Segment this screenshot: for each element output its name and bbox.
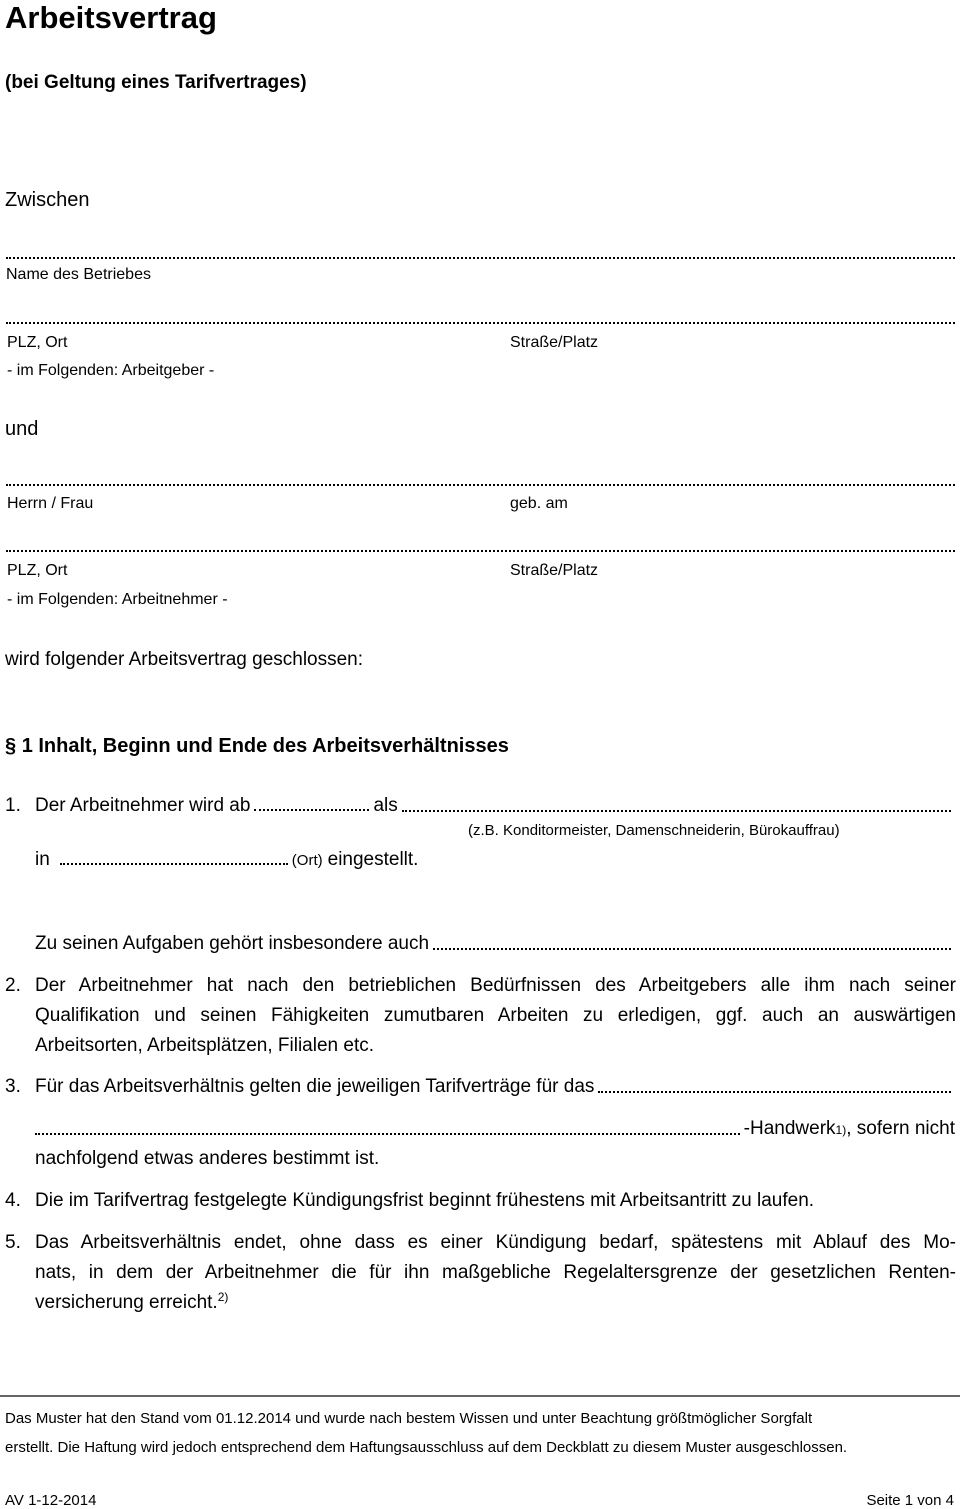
employer-role: - im Folgenden: Arbeitgeber - bbox=[7, 362, 215, 379]
section-heading-text: 1 Inhalt, Beginn und Ende des Arbeitsverhältnisses bbox=[21, 735, 509, 757]
footer-disclaimer-line: Das Muster hat den Stand vom 01.12.2014 und wurde nach bestem Wissen und unter Beachtung größtmöglicher Sorgfalt bbox=[5, 1410, 813, 1427]
employee-address-field[interactable] bbox=[6, 550, 955, 552]
item-5-line-3 bbox=[35, 1290, 229, 1313]
employer-name-label: Name des Betriebes bbox=[6, 266, 151, 283]
item-2-line: Der Arbeitnehmer hat nach den betrieblichen Bedürfnissen des Arbeitgebers alle ihm nach seiner bbox=[35, 975, 956, 996]
item-3-line-1 bbox=[35, 1077, 955, 1096]
handwerk-label: -Handwerk bbox=[743, 1118, 836, 1139]
item-3-line-3: nachfolgend etwas anderes bestimmt ist. bbox=[35, 1148, 380, 1169]
footnote-2: 2) bbox=[217, 1290, 229, 1304]
ort-label: (Ort) bbox=[291, 852, 323, 869]
page-number: Seite 1 von 4 bbox=[866, 1492, 954, 1509]
item-3-line-2: -Handwerk 1) , sofern nicht bbox=[35, 1119, 955, 1138]
employer-street-label: Straße/Platz bbox=[510, 334, 599, 351]
tasks-field[interactable] bbox=[433, 948, 951, 950]
section-heading bbox=[5, 736, 509, 756]
item-2-line: Arbeitsorten, Arbeitsplätzen, Filialen etc. bbox=[35, 1035, 375, 1056]
footer-divider bbox=[0, 1395, 960, 1397]
intro-text: wird folgender Arbeitsvertrag geschlossen: bbox=[5, 649, 364, 670]
item-1-line bbox=[35, 796, 955, 815]
tasks-label: Zu seinen Aufgaben gehört insbesondere auch bbox=[35, 933, 430, 954]
item-2-line: Qualifikation und seinen Fähigkeiten zumutbaren Arbeiten zu erledigen, ggf. auch an auswärtigen bbox=[35, 1005, 956, 1026]
employee-name-field[interactable] bbox=[6, 484, 955, 486]
job-title-field[interactable] bbox=[402, 810, 951, 812]
employee-name-label: Herrn / Frau bbox=[7, 495, 94, 512]
employer-name-field[interactable] bbox=[6, 257, 955, 259]
job-title-example: (z.B. Konditormeister, Damenschneiderin, Bürokauffrau) bbox=[468, 822, 840, 839]
employee-plz-label: PLZ, Ort bbox=[7, 562, 68, 579]
item-5-line: nats, in dem der Arbeitnehmer die für ihn maßgebliche Regelaltersgrenze der gesetzlichen Renten- bbox=[35, 1262, 956, 1283]
item-3-line-2-end: , sofern nicht bbox=[846, 1118, 955, 1139]
section-symbol: § bbox=[5, 735, 17, 757]
item-4-number: 4. bbox=[5, 1190, 21, 1211]
employee-birth-label: geb. am bbox=[510, 495, 568, 512]
document-id: AV 1-12-2014 bbox=[5, 1492, 97, 1509]
item-5-line: versicherung erreicht. bbox=[35, 1292, 218, 1313]
between-label: Zwischen bbox=[5, 189, 90, 211]
item-1-number: 1. bbox=[5, 795, 21, 816]
item-2-number: 2. bbox=[5, 975, 21, 996]
tariff-field-2[interactable] bbox=[35, 1133, 740, 1135]
document-subtitle: (bei Geltung eines Tarifvertrages) bbox=[5, 72, 307, 93]
footer-disclaimer-line: erstellt. Die Haftung wird jedoch entsprechend dem Haftungsausschluss auf dem Deckblatt zu diesem Muster ausgeschlossen. bbox=[5, 1439, 848, 1456]
employee-role: - im Folgenden: Arbeitnehmer - bbox=[7, 591, 228, 608]
item-1-text-b: als bbox=[373, 795, 398, 816]
eingestellt-label: eingestellt. bbox=[327, 849, 419, 870]
item-5-line: Das Arbeitsverhältnis endet, ohne dass es einer Kündigung bedarf, spätestens mit Ablauf des Mo- bbox=[35, 1232, 956, 1253]
item-1-location-line bbox=[35, 850, 955, 869]
item-1-text-a: Der Arbeitnehmer wird ab bbox=[35, 795, 251, 816]
item-1-tasks-line bbox=[35, 934, 955, 953]
employee-street-label: Straße/Platz bbox=[510, 562, 599, 579]
item-4-text: Die im Tarifvertrag festgelegte Kündigungsfrist beginnt frühestens mit Arbeitsantritt zu laufen. bbox=[35, 1190, 815, 1211]
tariff-field-1[interactable] bbox=[598, 1091, 951, 1093]
start-date-field[interactable] bbox=[254, 809, 369, 811]
location-field[interactable] bbox=[60, 863, 288, 865]
item-3-text: Für das Arbeitsverhältnis gelten die jeweiligen Tarifverträge für das bbox=[35, 1076, 595, 1097]
employer-address-field[interactable] bbox=[6, 322, 955, 324]
item-3-number: 3. bbox=[5, 1076, 21, 1097]
in-label: in bbox=[35, 849, 50, 870]
employer-plz-label: PLZ, Ort bbox=[7, 334, 68, 351]
and-label: und bbox=[5, 418, 39, 440]
item-5-number: 5. bbox=[5, 1232, 21, 1253]
document-title: Arbeitsvertrag bbox=[5, 0, 217, 35]
